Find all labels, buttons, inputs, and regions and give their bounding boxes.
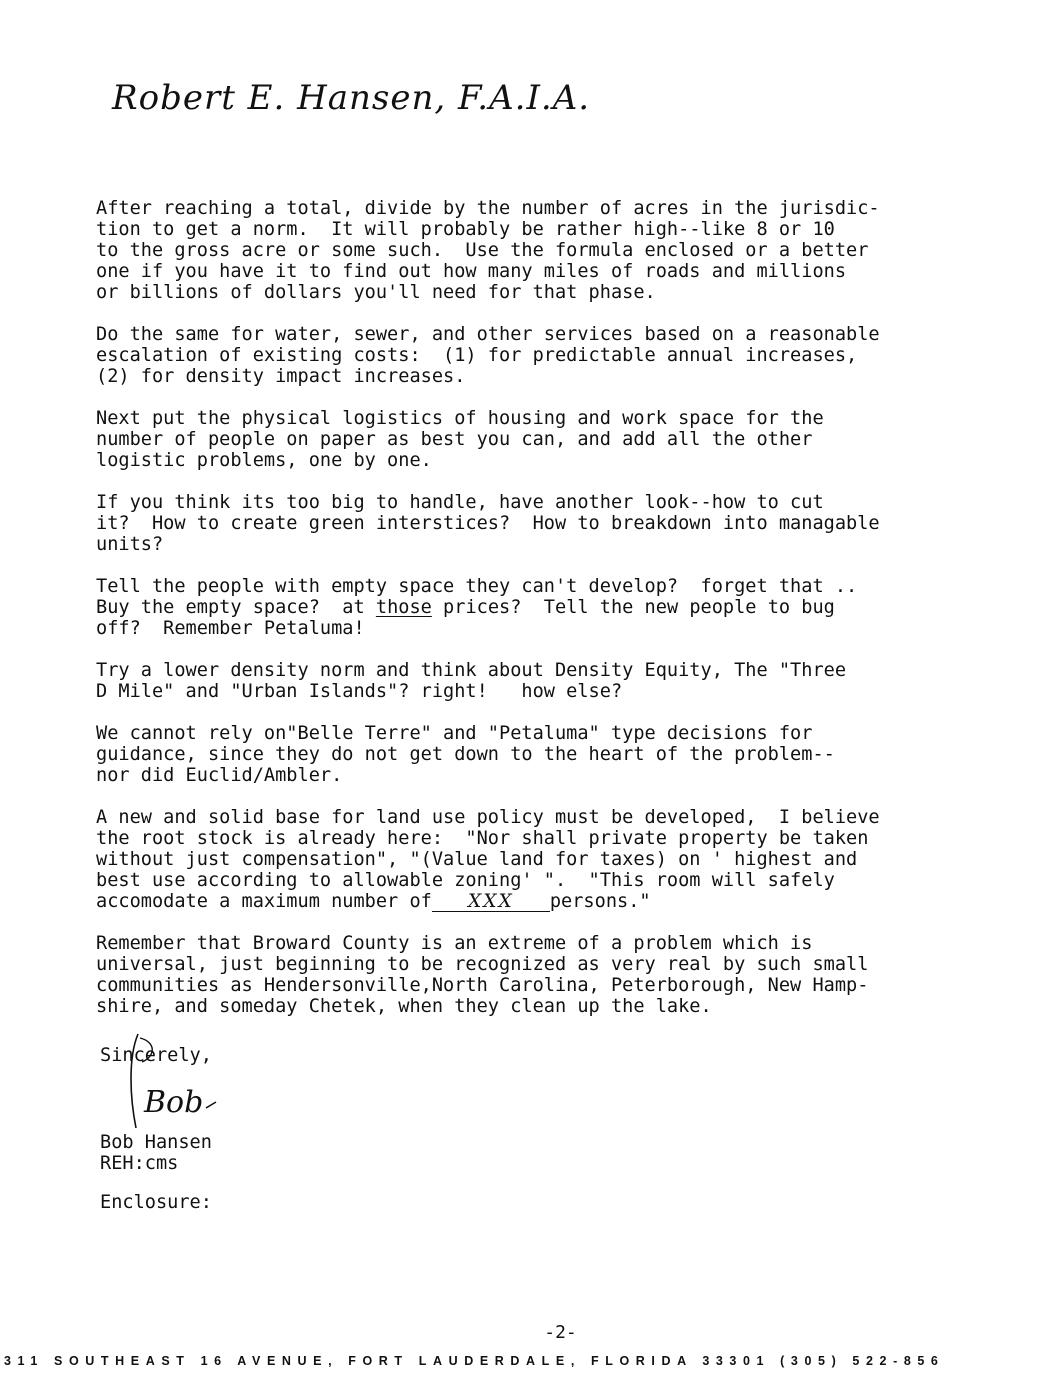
handwritten-blank: XXX [432, 893, 550, 912]
reference-initials: REH:cms [100, 1153, 179, 1174]
text-line: off? Remember Petaluma! [96, 618, 365, 639]
footer-address: 311 SOUTHEAST 16 AVENUE, FORT LAUDERDALE, FLORIDA 33301 (305) 522-856 [4, 1354, 945, 1368]
enclosure-note: Enclosure: [100, 1192, 212, 1213]
text-line: Buy the empty space? at [96, 597, 376, 618]
signature-mark [126, 1028, 236, 1138]
signer-name: Bob Hansen [100, 1132, 212, 1153]
signature-initials: Bob [144, 1085, 204, 1120]
underlined-word: those [375, 597, 432, 618]
text-line: persons." [549, 891, 651, 912]
text-line: Tell the people with empty space they can't develop? forget that .. [96, 576, 858, 597]
letterhead-name: Robert E. Hansen, F.A.I.A. [112, 78, 591, 118]
signer-block [100, 1132, 212, 1174]
page-number: -2- [544, 1322, 577, 1343]
paragraph-logistics: Next put the physical logistics of housing and work space for the number of people on paper as best you can, and add all the other logistic problems, one by one. [96, 408, 824, 471]
text-line: accomodate a maximum number of [96, 891, 432, 912]
signature-stroke [131, 1034, 138, 1128]
paragraph-court-decisions: We cannot rely on"Belle Terre" and "Petaluma" type decisions for guidance, since they do not get down to the heart of the problem-- nor did Euclid/Ambler. [96, 723, 835, 786]
paragraph-norm: After reaching a total, divide by the number of acres in the jurisdic- tion to get a norm. It will probably be rather high--like 8 or 10 to the gross acre or some such. Use the formula enclosed or a better one if you have it to find out how many miles of roads and millions or billions of dollars you'll need for that phase. [96, 198, 880, 303]
paragraph-density-equity: Try a lower density norm and think about Density Equity, The "Three D Mile" and "Urban Islands"? right! how else? [96, 660, 847, 702]
text-line: without just compensation", "(Value land for taxes) on ' highest and [96, 849, 858, 870]
paragraph-services: Do the same for water, sewer, and other services based on a reasonable escalation of existing costs: (1) for predictable annual increases, (2) for density impact increases. [96, 324, 880, 387]
paragraph-empty-space [96, 576, 1016, 639]
text-line: the root stock is already here: "Nor shall private property be taken [96, 828, 869, 849]
paragraph-broward-county: Remember that Broward County is an extreme of a problem which is universal, just beginning to be recognized as very real by such small communities as Hendersonville,North Carolina, Peterborough, New Hamp- shire, and someday Chetek, when they clean up the lake. [96, 933, 869, 1017]
letter-body [96, 198, 1016, 1038]
closing: Sincerely, [100, 1045, 212, 1066]
paragraph-too-big: If you think its too big to handle, have another look--how to cut it? How to create green interstices? How to breakdown into managable units? [96, 492, 880, 555]
signature-stroke [206, 1102, 216, 1108]
paragraph-land-use-base [96, 807, 1016, 912]
text-line: prices? Tell the new people to bug [431, 597, 835, 618]
text-line: A new and solid base for land use policy must be developed, I believe [96, 807, 880, 828]
signature-stroke [140, 1038, 152, 1062]
text-line: best use according to allowable zoning' ". "This room will safely [96, 870, 835, 891]
